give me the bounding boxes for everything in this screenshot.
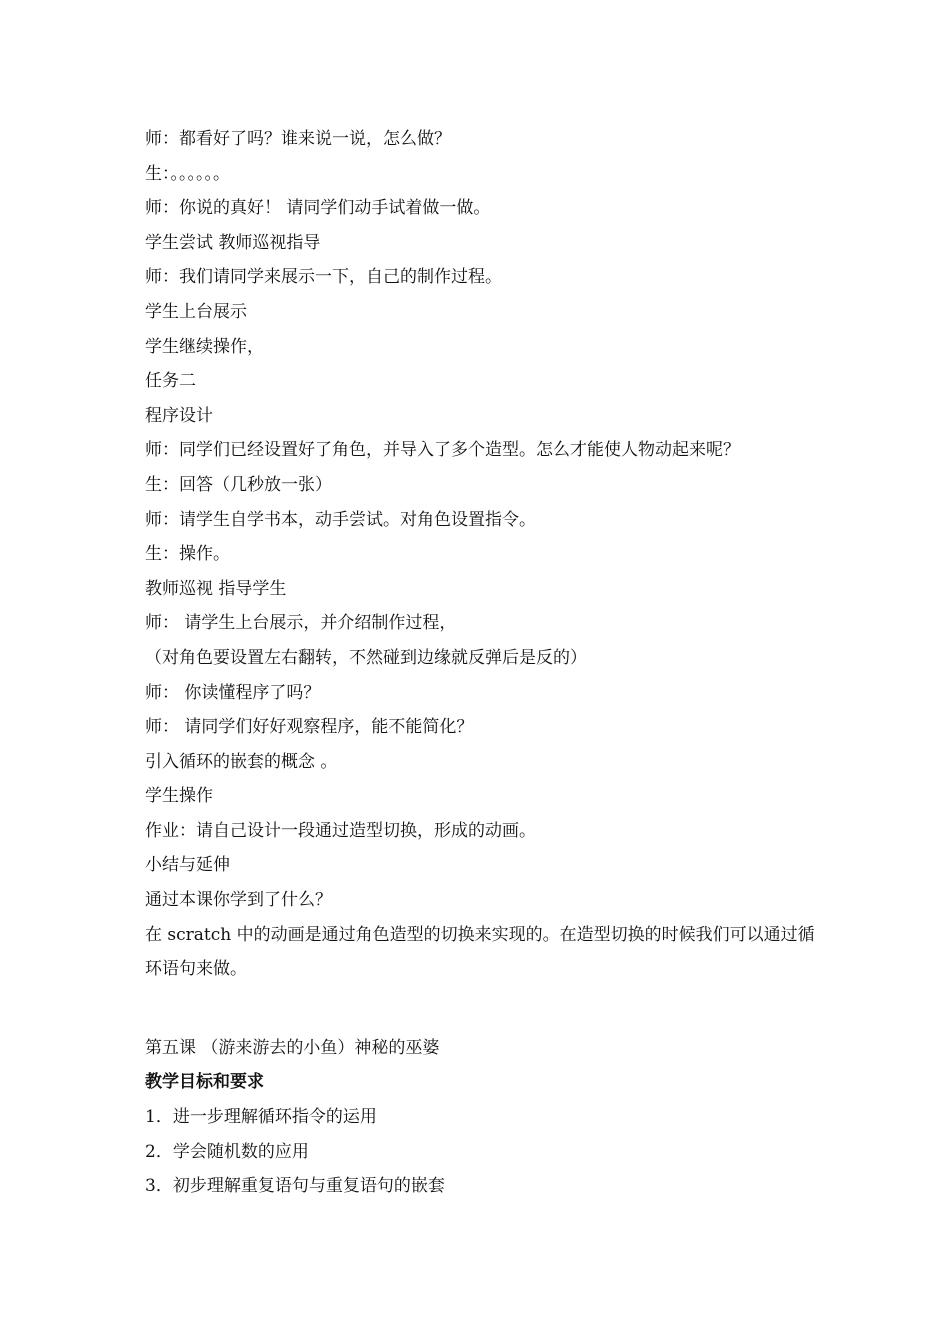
text-line: 生：。。。。。。 xyxy=(145,163,230,184)
text-line: 师： 请学生上台展示，并介绍制作过程， xyxy=(145,613,457,634)
text-line: 学生操作 xyxy=(145,786,213,807)
text-line: 师：你说的真好！ 请同学们动手试着做一做。 xyxy=(145,198,491,219)
text-line: 程序设计 xyxy=(145,405,213,426)
goal-item: 1．进一步理解循环指令的运用 xyxy=(145,1107,377,1128)
text-line: （对角色要设置左右翻转，不然碰到边缘就反弹后是反的） xyxy=(145,647,587,668)
lesson-title: 第五课 （游来游去的小鱼）神秘的巫婆 xyxy=(145,1037,440,1058)
text-line: 任务二 xyxy=(145,371,196,392)
text-line: 作业：请自己设计一段通过造型切换，形成的动画。 xyxy=(145,820,536,841)
text-line: 师：请学生自学书本，动手尝试。对角色设置指令。 xyxy=(145,509,536,530)
text-line: 生：回答（几秒放一张） xyxy=(145,474,332,495)
text-line: 通过本课你学到了什么？ xyxy=(145,890,332,911)
section-gap xyxy=(145,987,825,1031)
document-body xyxy=(145,122,825,1204)
goal-item: 3．初步理解重复语句与重复语句的嵌套 xyxy=(145,1176,445,1197)
text-line: 师： 你读懂程序了吗？ xyxy=(145,682,321,703)
text-line: 学生上台展示 xyxy=(145,301,247,322)
summary-paragraph: 在 scratch 中的动画是通过角色造型的切换来实现的。在造型切换的时候我们可以通过循环语句来做。 xyxy=(145,924,815,980)
lesson-heading: 教学目标和要求 xyxy=(145,1072,264,1093)
text-line: 教师巡视 指导学生 xyxy=(145,578,287,599)
text-line: 引入循环的嵌套的概念 。 xyxy=(145,751,338,772)
text-line: 师：都看好了吗？谁来说一说，怎么做？ xyxy=(145,129,451,149)
goal-item: 2．学会随机数的应用 xyxy=(145,1141,309,1162)
text-line: 学生继续操作， xyxy=(145,336,264,357)
text-line: 生：操作。 xyxy=(145,544,230,565)
text-line: 小结与延伸 xyxy=(145,855,230,876)
text-line: 师： 请同学们好好观察程序，能不能简化？ xyxy=(145,717,474,738)
text-line: 学生尝试 教师巡视指导 xyxy=(145,232,321,253)
text-line: 师：我们请同学来展示一下，自己的制作过程。 xyxy=(145,267,502,288)
text-line: 师：同学们已经设置好了角色，并导入了多个造型。怎么才能使人物动起来呢？ xyxy=(145,440,740,461)
